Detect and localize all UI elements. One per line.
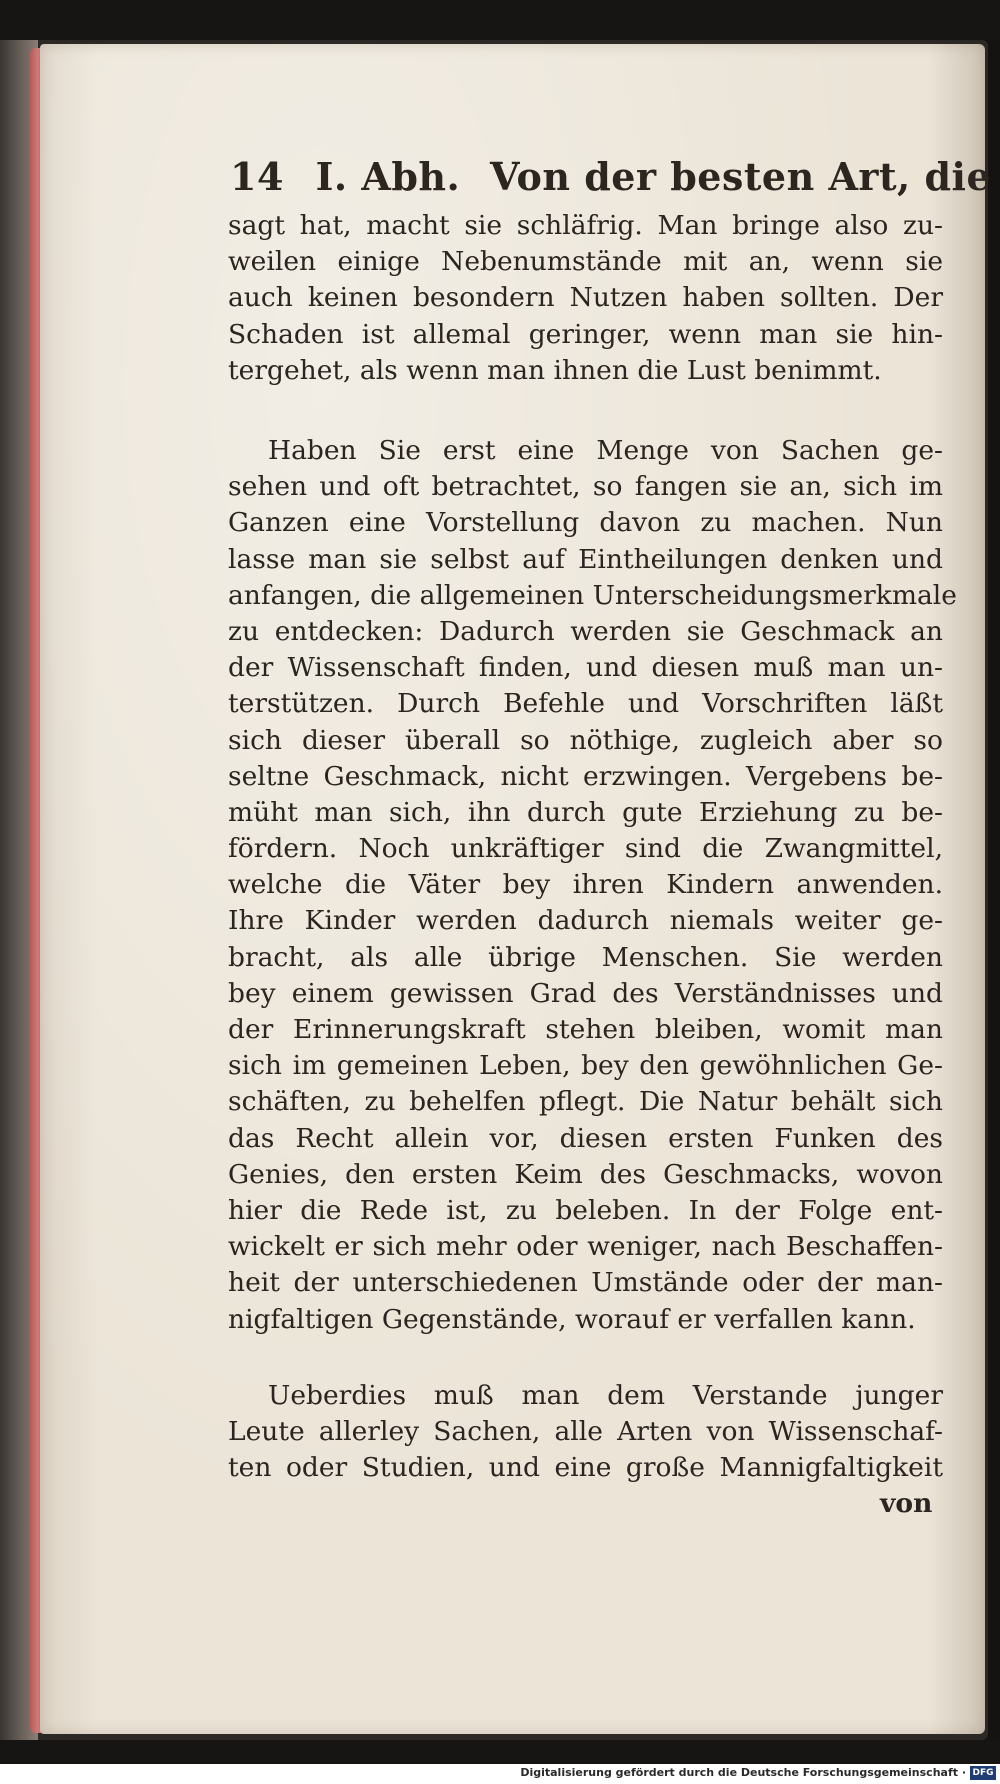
- text-line: sehen und oft betrachtet, so fangen sie an, sich im: [228, 471, 943, 503]
- text-line: nigfaltigen Gegenstände, worauf er verfallen kann.: [228, 1303, 916, 1335]
- text-line: tergehet, als wenn man ihnen die Lust benimmt.: [228, 354, 882, 386]
- text-line: weilen einige Nebenumstände mit an, wenn sie: [228, 246, 943, 278]
- text-line: fördern. Noch unkräftiger sind die Zwangmittel,: [228, 833, 943, 865]
- dfg-logo-icon: DFG: [970, 1766, 996, 1780]
- text-line: Ueberdies muß man dem Verstande junger: [268, 1380, 943, 1411]
- scan-bottom-border: [0, 1740, 1000, 1764]
- text-line: Haben Sie erst eine Menge von Sachen ge-: [268, 435, 943, 466]
- page-number: 14: [230, 154, 284, 199]
- text-line: sagt hat, macht sie schläfrig. Man bringe also zu-: [228, 210, 943, 241]
- text-line: Leute allerley Sachen, alle Arten von Wissenschaf-: [228, 1416, 943, 1448]
- text-line: sich im gemeinen Leben, bey den gewöhnlichen Ge-: [228, 1050, 943, 1082]
- text-line: Ganzen eine Vorstellung davon zu machen. Nun: [228, 507, 943, 539]
- text-line: Genies, den ersten Keim des Geschmacks, wovon: [228, 1158, 943, 1190]
- text-line: anfangen, die allgemeinen Unterscheidungsmerkmale: [228, 579, 957, 611]
- text-line: schäften, zu behelfen pflegt. Die Natur behält sich: [228, 1086, 943, 1118]
- scan-top-border: [0, 0, 1000, 40]
- text-line: heit der unterschiedenen Umstände oder der man-: [228, 1267, 943, 1299]
- text-line: der Erinnerungskraft stehen bleiben, womit man: [228, 1014, 943, 1045]
- digitization-credit: Digitalisierung gefördert durch die Deutsche Forschungsgemeinschaft ·: [520, 1766, 966, 1779]
- text-line: auch keinen besondern Nutzen haben sollten. Der: [228, 282, 943, 314]
- text-line: wickelt er sich mehr oder weniger, nach Beschaffen-: [228, 1231, 943, 1263]
- text-line: ten oder Studien, und eine große Mannigfaltigkeit: [228, 1452, 943, 1484]
- text-line: müht man sich, ihn durch gute Erziehung zu be-: [228, 796, 943, 828]
- text-line: bey einem gewissen Grad des Verständnisses und: [228, 977, 943, 1009]
- text-line: das Recht allein vor, diesen ersten Funken des: [228, 1122, 943, 1154]
- running-title: Von der besten Art, die: [490, 154, 992, 199]
- paragraph-2: [228, 433, 957, 1338]
- text-line: welche die Väter bey ihren Kindern anwenden.: [228, 869, 943, 901]
- text-line: Ihre Kinder werden dadurch niemals weiter ge-: [228, 905, 943, 937]
- text-line: zu entdecken: Dadurch werden sie Geschmack an: [228, 615, 943, 647]
- paragraph-1: [228, 208, 943, 389]
- text-line: sich dieser überall so nöthige, zugleich aber so: [228, 724, 943, 756]
- text-line: terstützen. Durch Befehle und Vorschriften läßt: [228, 688, 943, 720]
- text-line: hier die Rede ist, zu beleben. In der Folge ent-: [228, 1194, 943, 1226]
- paragraph-3: [228, 1378, 943, 1487]
- text-line: lasse man sie selbst auf Eintheilungen denken und: [228, 543, 943, 575]
- text-line: der Wissenschaft finden, und diesen muß man un-: [228, 652, 943, 684]
- section-label: I. Abh.: [315, 154, 461, 199]
- text-line: Schaden ist allemal geringer, wenn man sie hin-: [228, 318, 943, 350]
- text-line: seltne Geschmack, nicht erzwingen. Vergebens be-: [228, 760, 943, 792]
- text-line: bracht, als alle übrige Menschen. Sie werden: [228, 941, 943, 973]
- running-head: [230, 154, 992, 199]
- catchword: von: [880, 1488, 933, 1519]
